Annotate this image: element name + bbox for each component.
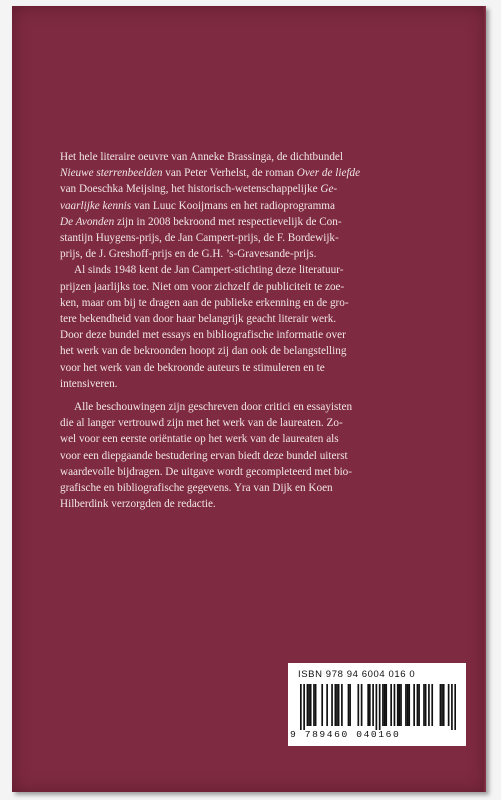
barcode-bar <box>423 684 425 726</box>
barcode-bar <box>372 684 374 726</box>
barcode-bar <box>440 684 442 726</box>
blurb-line: Hilberdink verzorgden de redactie. <box>60 498 216 511</box>
blurb-line: Door deze bundel met essays en bibliografische informatie over <box>60 329 346 342</box>
blurb-line: voor een diepgaande bestudering ervan biedt deze bundel uiterst <box>60 449 348 462</box>
blurb-line: prijzen jaarlijks toe. Niet om voor zichzelf de publiciteit te zoe- <box>60 280 345 293</box>
barcode-bar <box>443 684 445 726</box>
cover-edge <box>483 6 486 792</box>
barcode-bar <box>394 684 396 726</box>
blurb-paragraph-3 <box>60 399 468 512</box>
barcode-bar <box>413 684 415 726</box>
barcode-bar <box>418 684 420 726</box>
blurb-line: voor het werk van de bekroonde auteurs te stimuleren en te <box>60 361 325 374</box>
isbn-label: ISBN 978 94 6004 016 0 <box>298 669 416 680</box>
blurb-line: wel voor een eerste oriëntatie op het werk van de laureaten als <box>60 433 339 446</box>
barcode-bar <box>397 684 399 726</box>
blurb-line: Nieuwe sterrenbeelden van Peter Verhelst, de roman Over de liefde <box>60 167 361 180</box>
barcode-bar <box>334 684 336 726</box>
blurb-text <box>60 149 468 512</box>
barcode-bar <box>313 684 315 726</box>
barcode-bar <box>425 684 427 726</box>
barcode-bar <box>390 684 392 726</box>
barcode-bar <box>384 684 386 726</box>
blurb-line: vaarlijke kennis van Luuc Kooijmans en het radioprogramma <box>60 199 335 212</box>
blurb-paragraph-2 <box>60 262 468 392</box>
barcode-bar <box>307 684 309 726</box>
blurb-line: tere bekendheid van door haar belangrijk geacht literair werk. <box>60 313 337 326</box>
barcode-bar <box>451 684 453 730</box>
barcode-bar <box>341 684 343 726</box>
barcode-bar <box>382 684 384 726</box>
barcode-bar <box>441 684 443 726</box>
barcode-bar <box>431 684 433 726</box>
barcode-bar <box>321 684 323 726</box>
barcode-bar <box>454 684 456 730</box>
blurb-line: intensiveren. <box>60 377 118 390</box>
blurb-line: die al langer vertrouwd zijn met het werk van de laureaten. Zo- <box>60 417 343 430</box>
barcode-digits: 9 789460 040160 <box>290 729 401 740</box>
barcode-bar <box>407 684 409 726</box>
barcode-bar <box>300 684 302 730</box>
blurb-line: De Avonden zijn in 2008 bekroond met respectievelijk de Con- <box>60 215 342 228</box>
blurb-line: het werk van de bekroonden hoopt zij dan ook de belangstelling <box>60 345 347 358</box>
barcode-bar <box>399 684 401 726</box>
isbn-barcode <box>288 663 466 746</box>
barcode-bar <box>448 684 450 726</box>
blurb-line: stantijn Huygens-prijs, de Jan Campert-prijs, de F. Bordewijk- <box>60 232 339 245</box>
barcode-bar <box>428 684 430 726</box>
barcode-bar <box>348 684 350 726</box>
blurb-line: van Doeschka Meijsing, het historisch-wetenschappelijke Ge- <box>60 183 338 196</box>
barcode-bar <box>417 684 419 726</box>
barcode-bar <box>405 684 407 726</box>
barcode-bar <box>308 684 310 726</box>
barcode-bars <box>300 684 456 730</box>
barcode-bar <box>357 684 359 726</box>
barcode-bar <box>379 684 381 730</box>
blurb-line: grafische en bibliografische gegevens. Yra van Dijk en Koen <box>60 482 333 495</box>
barcode-bar <box>361 684 363 726</box>
barcode-bar <box>338 684 340 726</box>
barcode-bar <box>326 684 328 726</box>
barcode-bar <box>331 684 333 726</box>
barcode-bar <box>400 684 402 726</box>
barcode-bar <box>349 684 351 726</box>
barcode-bar <box>385 684 387 726</box>
blurb-line: Alle beschouwingen zijn geschreven door critici en essayisten <box>74 401 353 414</box>
barcode-bar <box>408 684 410 726</box>
blurb-line: Het hele literaire oeuvre van Anneke Brassinga, de dichtbundel <box>60 151 344 163</box>
blurb-paragraph-1 <box>60 149 468 262</box>
barcode-bar <box>369 684 371 726</box>
blurb-line: ken, maar om bij te dragen aan de publieke erkenning en de gro- <box>60 296 349 309</box>
blurb-line: prijs, de J. Greshoff-prijs en de G.H. ’s-Gravesande-prijs. <box>60 248 317 261</box>
blurb-line: Al sinds 1948 kent de Jan Campert-stichting deze literatuur- <box>74 264 344 277</box>
barcode-bar <box>310 684 312 726</box>
blurb-line: waardevolle bijdragen. De uitgave wordt gecompleteerd met bio- <box>60 465 353 478</box>
barcode-bar <box>367 684 369 726</box>
barcode-bar <box>303 684 305 730</box>
paragraph-gap <box>60 392 468 399</box>
barcode-bar <box>376 684 378 730</box>
barcode-bar <box>336 684 338 726</box>
barcode-bar <box>315 684 317 726</box>
